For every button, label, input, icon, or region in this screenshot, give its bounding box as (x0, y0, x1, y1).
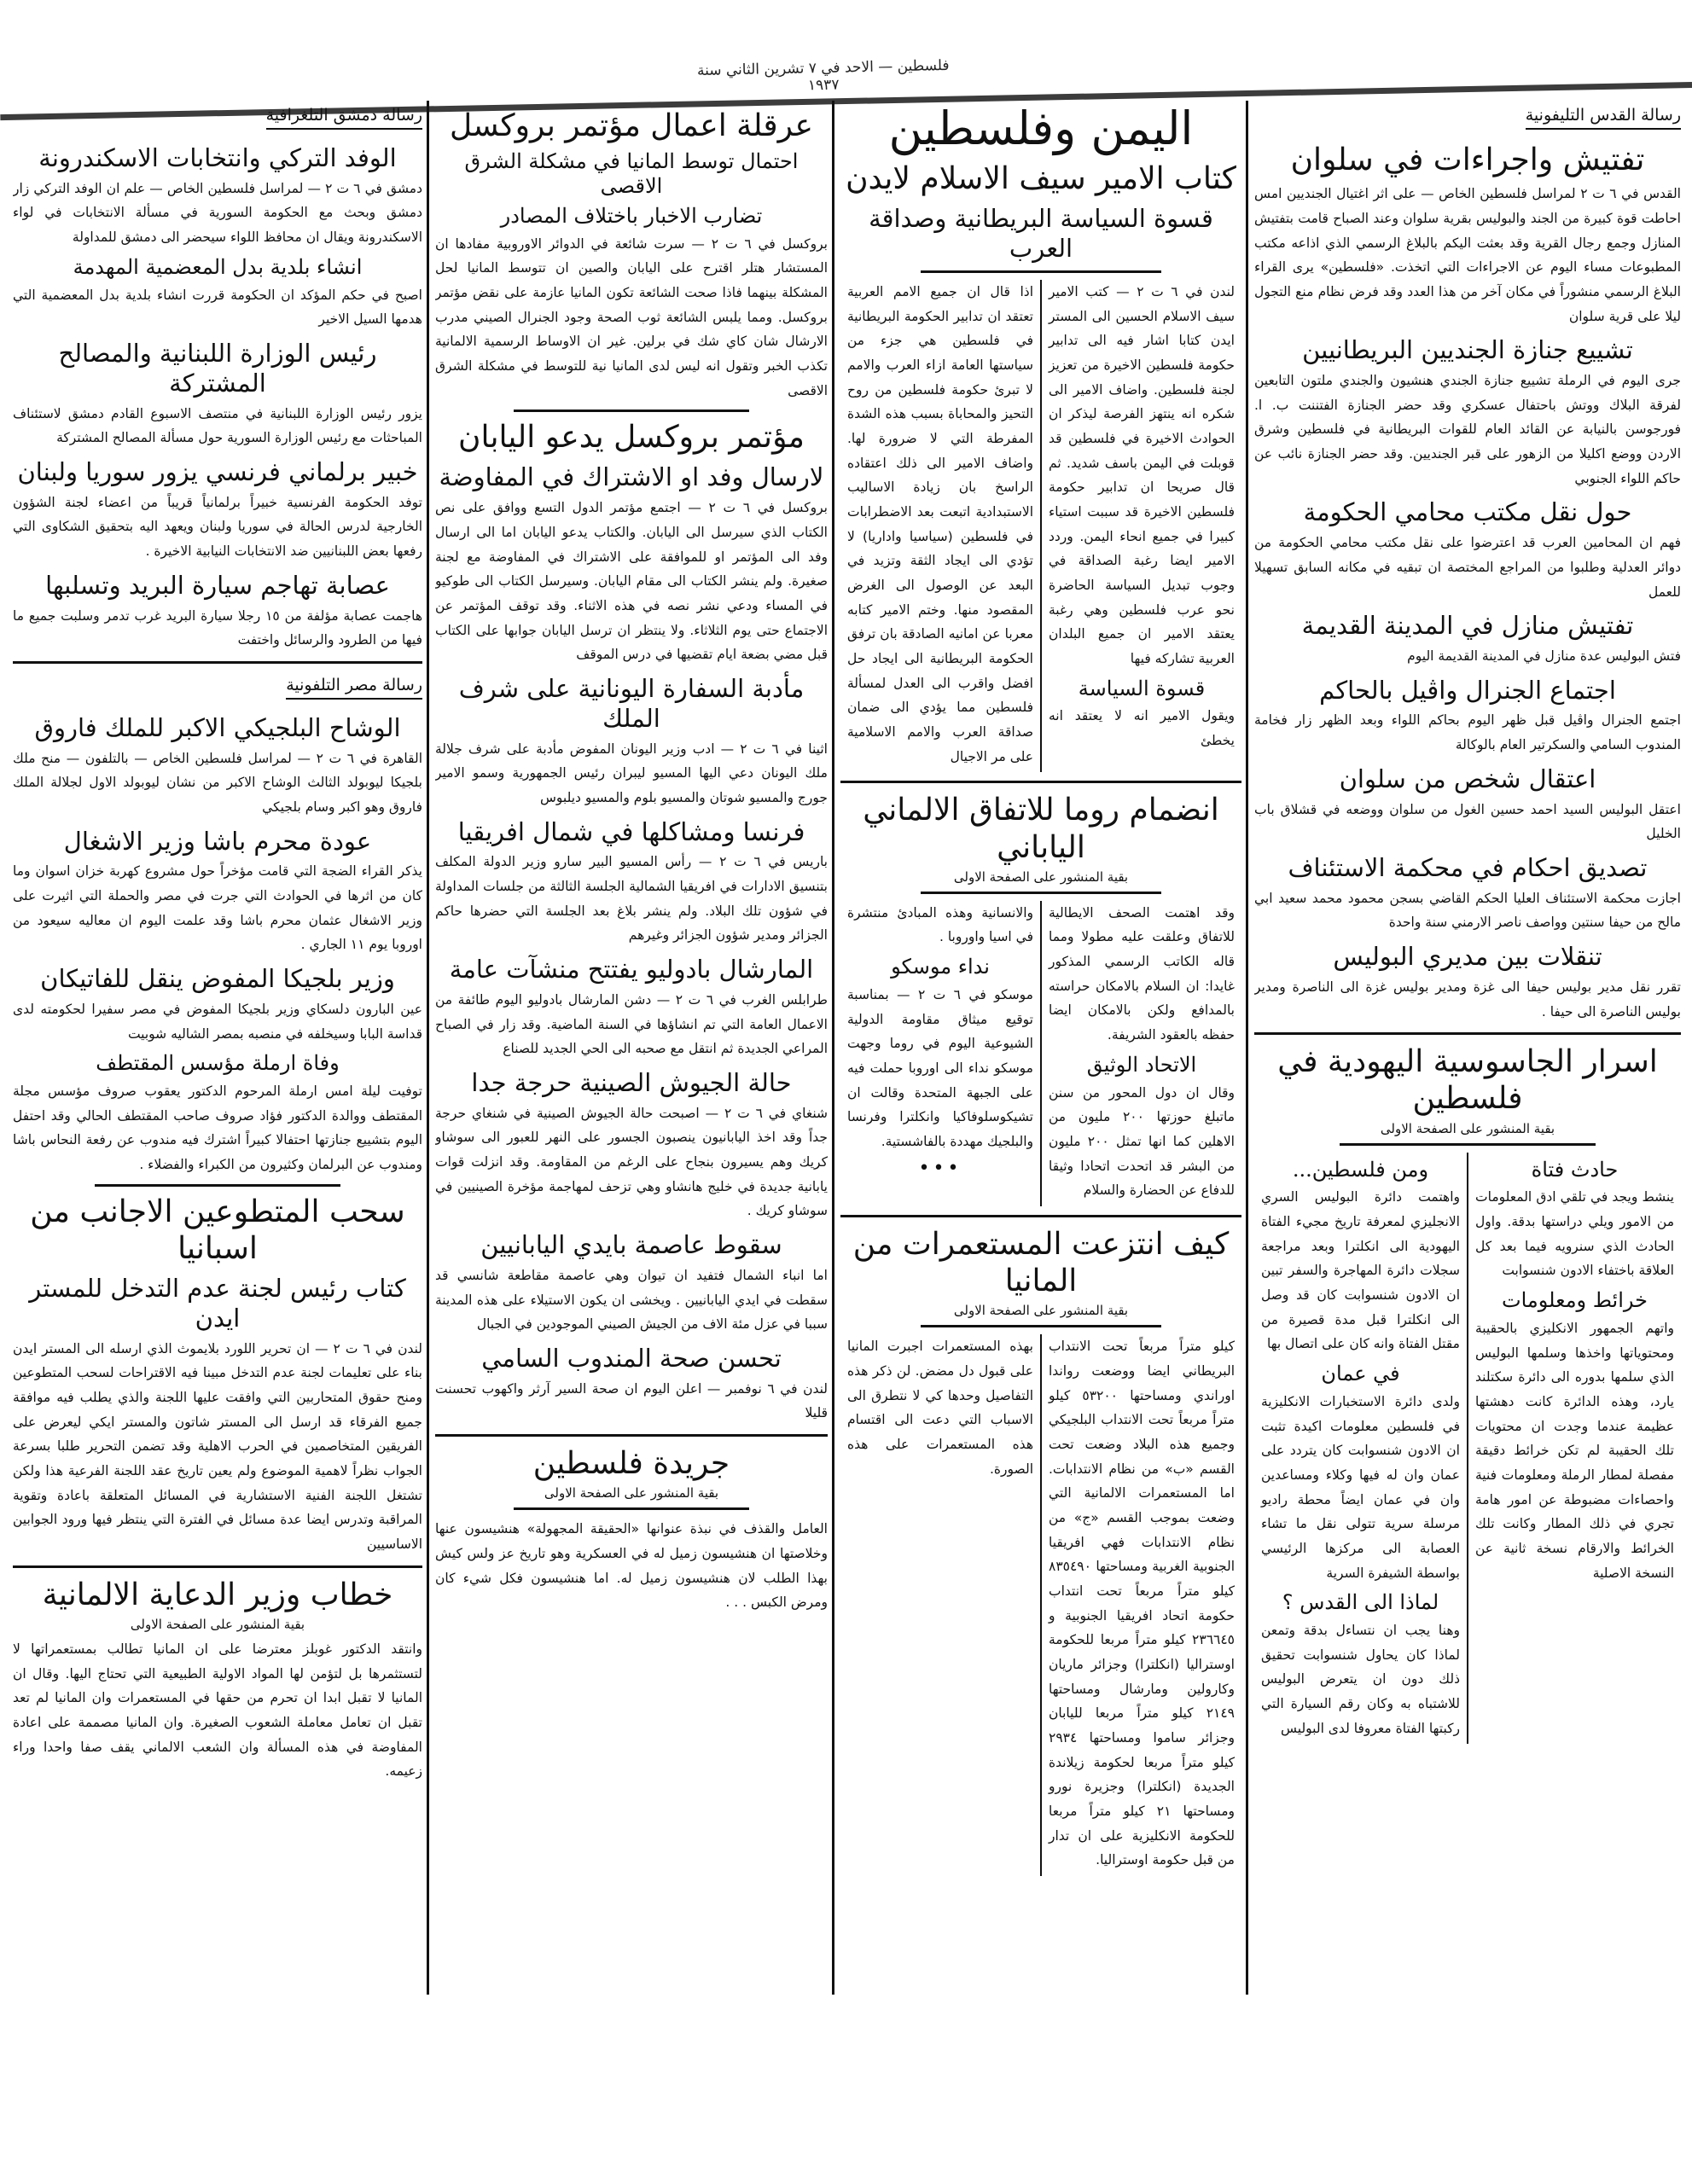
banner-headline: اليمن وفلسطين (888, 102, 1194, 155)
section-heading: ومن فلسطين... (1292, 1157, 1429, 1182)
headline: تصديق احكام في محكمة الاستئناف (1288, 852, 1648, 882)
story-body: لندن في ٦ ت ٢ — كتب الامير سيف الاسلام الحسين الى المستر ايدن كتابا اشار فيه الى تدابير حكومة فلسطين الاخيرة من تعزيز لجنة فلسطين. واضاف الامير الى شكره انه ينتهز الفرصة ليذكر ان الحوادث الاخيرة في فلسطين قد قوبلت في اليمن باسف شديد. ثم قال صريحا ان تدابير حكومة فلسطين الاخيرة قد سببت استياء كبيرا في جميع انحاء اليمن. وردد الامير ايضا رغبة الصداقة في وجوب تبديل السياسة الحاضرة نحو عرب فلسطين وهي رغبة يعتقد الامير ان جميع البلدان العربية تشاركه فيها (1049, 283, 1235, 666)
column-jerusalem (1254, 102, 1681, 2150)
story-body: بروكسل في ٦ ت ٢ — سرت شائعة في الدوائر الاوروبية مفادها ان المستشار هتلر اقترح على اليابان والصين ان تتوسط المانيا لحل المشكلة بينهما فاذا صحت الشائعة تكون المانيا عازمة على نقض مؤتمر بروكسل. ومما يلبس الشائعة ثوب الصحة وجود الجنرال الصيني مدرب الارشال شان كاي شك في برلين. غير ان الاوساط الرسمية الالمانية تكذب الخبر وتقول انه ليس لدى المانيا نية للتوسط في مشكلة الشرق الاقصى (435, 235, 828, 398)
story-body: فهم ان المحامين العرب قد اعترضوا على نقل مكتب محامي الحكومة من دوائر العدلية وطلبوا من المراجع المختصة ان تبقيه في مكانه السابق تسهيلا للعمل (1254, 535, 1681, 600)
headline: تشييع جنازة الجنديين البريطانيين (1302, 335, 1633, 365)
headline: عرقلة اعمال مؤتمر بروكسل (450, 108, 813, 143)
headline: اعتقال شخص من سلوان (1339, 764, 1596, 793)
story-subcolumns (840, 280, 1241, 772)
subcolumn-right (1042, 280, 1241, 772)
headline: الوفد التركي وانتخابات الاسكندرونة (38, 143, 397, 172)
short-rule (921, 270, 1161, 273)
continued-note: بقية المنشور على الصفحة الاولى (953, 868, 1129, 885)
column-brussels (435, 102, 828, 2150)
story-body: جرى اليوم في الرملة تشييع جنازة الجندي هنشيون والجندي ملتون التابعين لفرقة البلاك ووتش باحتفال عسكري وقد حضر الجنازة الفتننت ب. ا. فورجوسن بالنيابة عن القائد العام للقوات البريطانية في فلسطين وشرق الاردن ووضع اكليلا من الزهور على قبر الجنديين. وقد حضر الجنازة نائب عن حاكم اللواء الجنوبي (1254, 373, 1681, 486)
subcolumn-left (840, 901, 1042, 1206)
story-body: كيلو متراً مربعاً تحت الانتداب البريطاني ايضا ووضعت رواندا اوراندي ومساحتها ٥٣٢٠٠ كيلو متراً مربعاً تحت الانتداب البلجيكي وجميع هذه البلاد وضعت تحت القسم «ب» من نظام الانتدابات. اما المستعمرات الالمانية التي وضعت بموجب القسم «ج» من نظام الانتدابات فهي افريقيا الجنوبية الغربية ومساحتها ٨٣٥٤٩٠ كيلو متراً مربعاً تحت انتداب حكومة اتحاد افريقيا الجنوبية و ٢٣٦٦٤٥ كيلو متراً مربعا للحكومة اوستراليا (انكلترا) وجزائر ماريان وكارولين ومارشال ومساحتها ٢١٤٩ كيلو متراً مربعا لليابان وجزائر ساموا ومساحتها ٢٩٣٤ كيلو متراً مربعا لحكومة زيلاندة الجديدة (انكلترا) وجزيرة نورو ومساحتها ٢١ كيلو متراً مربعا للحكومة الانكليزية على ان تدار من قبل حكومة اوستراليا. (1049, 1339, 1236, 1868)
section-body: واتهم الجمهور الانكليزي بالحقيبة ومحتوياتها واخذها وسلمها البوليس الذي سلمها بدوره الى دائرة سكتلند يارد، وهذه الدائرة كانت دهشتها عظيمة عندما وجدت ان محتويات تلك الحقيبة لم تكن خرائط دقيقة مفصلة لمطار الرملة ومعلومات فنية واحصاءات مضبوطة عن امور هامة تجري في ذلك المطار وكانت تلك الخرائط والارقام نسخة ثانية عن النسخة الاصلية (1475, 1320, 1674, 1581)
subcolumn-left (840, 1334, 1042, 1876)
headline: تنقلات بين مديري البوليس (1333, 942, 1602, 972)
continued-note: بقية المنشور على الصفحة الاولى (544, 1485, 719, 1502)
story-body: بهذه المستعمرات اجبرت المانيا على قبول دل مضض. لن ذكر هذه التفاصيل وحدها كي لا نتطرق الى الاسباب التي دعت الى اقتسام هذه المستعمرات على هذه الصورة. (847, 1339, 1033, 1477)
section-rule (840, 781, 1241, 783)
feature-headline: اسرار الجاسوسية اليهودية في فلسطين (1277, 1044, 1658, 1117)
section-body: ولدى دائرة الاستخبارات الانكليزية في فلسطين معلومات اكيدة تثبت ان الادون شنسوابت كان يتردد على عمان وان له فيها وكلاء ومساعدين وان في عمان ايضاً محطة راديو مرسلة سرية تتولى نقل ما تشاء العصابة الى مركزها الرئيسي بواسطة الشيفرة السرية (1261, 1393, 1460, 1581)
short-rule (514, 410, 749, 412)
story-body: العامل والقذف في نبذة عنوانها «الحقيقة المجهولة» هنشيسون عنها وخلاصتها ان هنشيسون زميل له في العسكرية وهو تاريخ عز ولس كيش بهذا الطلب لان هنشيسون زميل له. اما هنشيسون فكل شيء كان ومرض الكبس . . . (435, 1521, 828, 1611)
section-heading: الاتحاد الوثيق (1086, 1052, 1197, 1077)
subcolumn-right (1042, 1334, 1241, 1876)
separator-dots: ••• (918, 1157, 962, 1179)
headline: عودة محرم باشا وزير الاشغال (63, 826, 372, 856)
headline: سقوط عاصمة بايدي اليابانيين (480, 1230, 782, 1260)
story-body: اثينا في ٦ ت ٢ — ادب وزير اليونان المفوض مأدبة على شرف جلالة ملك اليونان دعي اليها المسيو ليبران رئيس الجمهورية وسمو الامير جورج والمسيو شوتان والمسيو بلوم والمسيو ديلبوس (435, 741, 828, 805)
story-body: القدس في ٦ ت ٢ لمراسل فلسطين الخاص — على اثر اغتيال الجنديين امس احاطت قوة كبيرة من الجند والبوليس بقرية سلوان وعند الصباح قامت بتفتيش المنازل وجمع رجال القرية وقد بعثت اليكم بالبلاغ الرسمي الذي اذاعه مكتب المطبوعات مساء اليوم عن الاجراءات التي اتخذت. «فلسطين» يرى القراء البلاغ الرسمي منشوراً في مكان آخر من هذا العدد وقد فرض نظام منع التجول ليلا على قرية سلوان (1254, 186, 1681, 324)
story-body: توفيت ليلة امس ارملة المرحوم الدكتور يعقوب صروف مؤسس مجلة المقتطف ووالدة الدكتور فؤاد صروف صاحب المقتطف الحالي وقد احتفل اليوم بتشييع جنازتها احتفالا كبيراً اشترك فيه مندوب عن رفعة النحاس باشا ومندوب عن البرلمان وكثيرون من الكبراء والفضلاء . (13, 1083, 422, 1173)
column-yemen-palestine (840, 102, 1241, 2150)
headline: المارشال بادوليو يفتتح منشآت عامة (449, 955, 814, 985)
section-rule (840, 1215, 1241, 1217)
story-body: وانتقد الدكتور غوبلز معترضا على ان المانيا تطالب بمستعمراتها لا لتستثمرها بل لتؤمن لها المواد الاولية الطبيعية التي تحتاج اليها. وقال ان المانيا لا تقبل ابدا ان تحرم من حقها في المستعمرات وان المانيا لم تعد تقبل ان تعامل معاملة الشعوب الصغيرة. وان المانيا مصممة على اعادة المفاوضة في هذه المسألة وان الشعب الالماني يقف صفا واحدا وراء زعيمه. (13, 1641, 422, 1780)
section-rule (435, 1434, 828, 1437)
story-body: لندن في ٦ نوفمبر — اعلن اليوم ان صحة السير آرثر واكهوب تحسنت قليلا (435, 1380, 828, 1421)
section-heading: لماذا الى القدس ؟ (1282, 1590, 1439, 1615)
short-rule (921, 892, 1161, 894)
column-divider (832, 101, 834, 1995)
subheadline: لارسال وفد او الاشتراك في المفاوضة (439, 462, 824, 492)
headline: كيف انتزعت المستعمرات من المانيا (852, 1226, 1230, 1299)
story-body: وقد اهتمت الصحف الايطالية للاتفاق وعلقت عليه مطولا ومما قاله الكاتب الرسمي المذكور غايدا: ان السلام بالامكان حراسته بالمدافع ولكن بالامكان ايضا حفظه بالعقود الشريفة. (1049, 904, 1235, 1043)
story-body: فتش البوليس عدة منازل في المدينة القديمة اليوم (1407, 648, 1681, 664)
story-body: دمشق في ٦ ت ٢ — لمراسل فلسطين الخاص — علم ان الوفد التركي زار دمشق وبحث مع الحكومة السورية في مسألة الانتخابات في لواء الاسكندرونة ويقال ان محافظ اللواء سيحضر الى دمشق للمداولة (13, 180, 422, 246)
feature-subcolumn-left (1254, 1153, 1468, 1745)
story-body: القاهرة في ٦ ت ٢ — لمراسل فلسطين الخاص — بالتلفون — منح ملك بلجيكا ليوبولد الثالث الوشاح الاكبر من نشان ليوبولد الاول لجلالة الملك فاروق وهو اكبر وسام بلجيكي (13, 750, 422, 815)
masthead-date-line: فلسطين — الاحد في ٧ تشرين الثاني سنة ١٩٣٧ (696, 56, 950, 95)
short-rule (1340, 1143, 1596, 1146)
story-subcolumns (840, 1334, 1241, 1876)
short-rule (921, 1325, 1161, 1327)
headline: عصابة تهاجم سيارة البريد وتسلبها (45, 570, 390, 600)
story-body: يذكر القراء الضجة التي قامت مؤخراً حول مشروع كهربة خزان اسوان وما كان من اثرها في الحوادث التي جرت في مصر والحملة التي اثيرت على وزير الاشغال عثمان محرم باشا وقد علمت اليوم ان معاليه سيعود من اوروبا يوم ١١ الجاري . (13, 863, 422, 953)
continued-note: بقية المنشور على الصفحة الاولى (953, 1303, 1129, 1319)
headline: سحب المتطوعين الاجانب من اسبانيا (30, 1194, 405, 1266)
feature-headline: جريدة فلسطين (532, 1445, 730, 1481)
headline: كتاب الامير سيف الاسلام لايدن (846, 161, 1236, 197)
story-body: اعتقل البوليس السيد احمد حسين الغول من سلوان ووضعه في قشلاق باب الخليل (1254, 801, 1681, 842)
section-rule (13, 661, 422, 664)
headline: حالة الجيوش الصينية حرجة جدا (471, 1067, 792, 1097)
headline: وزير بلجيكا المفوض ينقل للفاتيكان (40, 964, 395, 994)
headline: مأدبة السفارة اليونانية على شرف الملك (458, 673, 805, 733)
section-rule (1254, 1032, 1681, 1035)
feature-headline: خطاب وزير الدعاية الالمانية (42, 1577, 393, 1612)
section-rule (13, 1565, 422, 1568)
story-body: لندن في ٦ ت ٢ — ان تحرير اللورد بلايموث الذي ارسله الى المستر ايدن بناء على تعليمات لجنة عدم التدخل مبينا فيه الاقتراحات لسحب المتطوعين ومنح حقوق المتحاربين التي وافقت عليها اللجنة والذي يطلب فيه موافقة جميع الفرقاء قد ارسل الى المستر شاتون والمستر ايكي ليعرض على الفريقين المتخاصمين في الحرب الاهلية وقد تضمن التحرير طلبا بسرعة الجواب نظراً لاهمية الموضوع ولم يعين تاريخ عقد اللجنة الفرعية هذا ولكن تشتغل اللجنة الفنية الاستشارية في المسائل المتعلقة باعادة وتقوية المراقبة وتدرس ايضا عدة مسائل في الفترة التي ينتظر فيها ورود الجوابين الاساسيين (13, 1340, 422, 1553)
feature-subcolumns (1254, 1153, 1681, 1745)
headline: مؤتمر بروكسل يدعو اليابان (458, 420, 805, 456)
short-rule (514, 1507, 749, 1510)
story-body: طرابلس الغرب في ٦ ت ٢ — دشن المارشال بادوليو اليوم طائفة من الاعمال العامة التي تم انشاؤها في السنة الماضية. وقد زار في الصباح المراعي الجديدة ثم انتقل مع صحبه الى الحي الجديد للصناع (435, 991, 828, 1057)
short-rule (95, 1184, 340, 1187)
column-divider (1246, 101, 1248, 1995)
headline: تفتيش واجراءات في سلوان (1290, 142, 1645, 177)
feature-jewish-espionage (1254, 1043, 1681, 1744)
headline: رئيس الوزارة اللبنانية والمصالح المشتركة (58, 338, 377, 398)
feature-subcolumn-right (1468, 1153, 1681, 1745)
section-body: ويقول الامير انه لا يعتقد انه يخطئ (1049, 708, 1235, 749)
story-body: بروكسل في ٦ ت ٢ — اجتمع مؤتمر الدول التسع ووافق على نص الكتاب الذي سيرسل الى اليابان. والكتاب يدعو اليابان اما الى ارسال وفد الى المؤتمر او للموافقة على الاشتراك في المفاوضة مع لجنة صغيرة. ولم ينشر الكتاب الى مقام اليابان. وسيرسل الكتاب الى طوكيو في المساء ودعي نشر نصه في هذه الاثناء. وقد توقف المؤتمر عن الاجتماع حتى يوم الثلاثاء. ولا ينتظر ان ترسل اليابان جوابها على الكتاب قبل مضي بضعة ايام تقضيها في درس الموقف (435, 500, 828, 663)
headline: تفتيش منازل في المدينة القديمة (1301, 611, 1634, 641)
subheadline: قسوة السياسة البريطانية وصداقة العرب (869, 204, 1213, 264)
headline: تحسن صحة المندوب السامي (481, 1343, 782, 1373)
section-heading: نداء موسكو (891, 955, 990, 979)
headline: فرنسا ومشاكلها في شمال افريقيا (457, 816, 805, 846)
kicker-cairo: رسالة مصر التلفونية (286, 676, 422, 700)
story-body: اجازت محكمة الاستئناف العليا الحكم القاضي بسجن محمود محمد سعيد ابي مالح من حيفا سنتين وواصف ناصر الارمني سنة واحدة (1254, 890, 1681, 931)
story-body: اجتمع الجنرال واڤيل قبل ظهر اليوم بحاكم اللواء وبعد الظهر زار فخامة المندوب السامي والسكرتير العام بالوكالة (1254, 712, 1681, 753)
section-body: ينشط ويجد في تلقي ادق المعلومات من الامور ويلي دراستها بدقة. واول الحادث الذي سنرويه فيما بعد كل العلاقة باختفاء الادون شنسوابت (1475, 1189, 1674, 1279)
continued-note: بقية المنشور على الصفحة الاولى (1380, 1120, 1555, 1136)
section-body: وهنا يجب ان نتساءل بدقة وتمعن لماذا كان يحاول شنسوابت تحقيق ذلك دون ان يتعرض البوليس للاشتباه به وكان رقم السيارة التي ركبتها الفتاة معروفا لدى البوليس (1261, 1623, 1460, 1736)
story-body: اما انباء الشمال فتفيد ان تيوان وهي عاصمة مقاطعة شانسي قد سقطت في ايدي اليابانيين . ويخشى ان يكون الاستيلاء على هذه المدينة سببا في عزل مئة الاف من الجيش الصيني الموجودين في الجبال (435, 1267, 828, 1333)
story-body: والانسانية وهذه المبادئ منتشرة في اسيا واوروبا . (847, 904, 1033, 945)
story-body: شنغاي في ٦ ت ٢ — اصبحت حالة الجيوش الصينية في شنغاي حرجة جداً وقد اخذ اليابانيون ينصبون الجسور على النهر للعبور الى سوشاو كريك وهم يسيرون بنجاح على الرغم من المقاومة. وقد انزلت قوات يابانية جديدة في خليج هانشاو وهي تزحف لمهاجمة مؤخرة الصينيين في سوشاو كريك . (435, 1105, 828, 1219)
story-body: موسكو في ٦ ت ٢ — بمناسبة توقيع ميثاق مقاومة الدولية الشيوعية اليوم في روما وجهت موسكو نداء الى اوروبا حملت فيه على الجبهة المتحدة وقالت ان تشيكوسلوفاكيا وانكلترا وفرنسا والبلجيك مهددة بالفاشستية. (847, 986, 1033, 1149)
story-subcolumns (840, 901, 1241, 1206)
story-body: يزور رئيس الوزارة اللبنانية في منتصف الاسبوع القادم دمشق لاستئناف المباحثات مع رئيس الوزارة السورية حول مسألة المصالح المشتركة (13, 405, 422, 446)
story-body: تقرر نقل مدير بوليس حيفا الى غزة ومدير بوليس غزة الى الناصرة ومدير بوليس الناصرة الى حيفا . (1254, 979, 1681, 1019)
headline: خبير برلماني فرنسي يزور سوريا ولبنان (17, 456, 418, 486)
story-body: عين البارون دلسكاي وزير بلجيكا المفوض في مصر سفيرا لحكومته لدى قداسة البابا وسيخلفه في منصبه بمصر الشاليه شوبيت (13, 1001, 422, 1042)
headline: حول نقل مكتب محامي الحكومة (1303, 497, 1632, 527)
story-body: هاجمت عصابة مؤلفة من ١٥ رجلا سيارة البريد غرب تدمر وسلبت جميع ما فيها من الطرود والرسائل واختفت (13, 607, 422, 648)
continued-note: بقية المنشور على الصفحة الاولى (130, 1616, 305, 1632)
headline: انشاء بلدية بدل المعضمية المهدمة (73, 254, 363, 279)
subcolumn-right (1042, 901, 1241, 1206)
section-heading: خرائط ومعلومات (1502, 1288, 1648, 1313)
subheadline: احتمال توسط المانيا في مشكلة الشرق الاقصى (464, 149, 799, 198)
story-body: اذا قال ان جميع الامم العربية تعتقد ان تدابير الحكومة البريطانية في فلسطين هي جزء من سياستها العامة ازاء العرب والامم لا تبرئ حكومة فلسطين من روح التحيز والمحاباة بسبب هذه الشدة المفرطة التي لا ضرورة لها. واضاف الامير الى ذلك اعتقاده الراسخ بان زيادة الاساليب الاستبدادية اتبعت بعد الاضطرابات في فلسطين (سياسيا واداريا) لا تؤدي الى ايجاد الثقة وتزيد في البعد عن الوصول الى الغرض المقصود منها. وختم الامير كتابه معربا عن امانيه الصادقة بان ترفق الحكومة البريطانية الى ايجاد حل افضل واقرب الى العدل لمسألة فلسطين مما يؤدي الى ضمان صداقة العرب والامم الاسلامية على مر الاجيال (847, 283, 1033, 764)
headline: الوشاح البلجيكي الاكبر للملك فاروق (34, 712, 401, 742)
subheadline: كتاب رئيس لجنة عدم التدخل للمستر ايدن (29, 1274, 406, 1333)
column-damascus-cairo (13, 102, 422, 2150)
kicker-jerusalem: رسالة القدس التليفونية (1526, 106, 1681, 130)
section-heading: في عمان (1321, 1362, 1400, 1386)
column-divider (427, 101, 429, 1995)
kicker-damascus: رسالة دمشق التلغرافية (266, 106, 422, 130)
story-body: اصبح في حكم المؤكد ان الحكومة قررت انشاء بلدية بدل المعضمية التي هدمها السيل الاخير (13, 287, 422, 328)
story-body: توفد الحكومة الفرنسية خبيراً برلمانياً قريباً من اعضاء لجنة الشؤون الخارجية لدرس الحالة في سوريا ولبنان ويعهد اليه بتحقيق الشكاوى التي رفعها بعض اللبنانيين ضد الانتخابات النيابية الاخيرة . (13, 494, 422, 560)
section-heading: قسوة السياسة (1078, 676, 1206, 700)
section-heading: حادث فتاة (1531, 1157, 1619, 1182)
story-body: وقال ان دول المحور من سنن ماتبلغ حوزتها ٢٠٠ مليون من الاهلين كما انها تمثل ٢٠٠ مليون من البشر قد اتحدت اتحادا وثيقا للدفاع عن الحضارة والسلام (1049, 1084, 1235, 1199)
col1-stories (1254, 142, 1681, 1024)
subheadline: تضارب الاخبار باختلاف المصادر (500, 203, 763, 228)
headline: وفاة ارملة مؤسس المقتطف (96, 1051, 340, 1076)
headline: اجتماع الجنرال واڤيل بالحاكم (1319, 675, 1616, 705)
section-body: واهتمت دائرة البوليس السري الانجليزي لمعرفة تاريخ مجيء الفتاة اليهودية الى انكلترا وبعد مراجعة سجلات دائرة المهاجرة والسفر تبين ان الادون شنسوابت كان قد وصل الى انكلترا قبل مدة قصيرة من مقتل الفتاة وانه كان على اتصال بها (1261, 1189, 1460, 1352)
headline: انضمام روما للاتفاق الالماني الياباني (863, 793, 1219, 865)
subcolumn-left (840, 280, 1042, 772)
story-body: باريس في ٦ ت ٢ — رأس المسيو البير سارو وزير الدولة المكلف بتنسيق الادارات في افريقيا الشمالية الجلسة الثالثة من جلسات المداولة في شؤون تلك البلاد. ولم ينشر بلاغ بعد الجلسة التي حضرها حاكم الجزائر ومدير شؤون الجزائر وغيرهم (435, 854, 828, 944)
